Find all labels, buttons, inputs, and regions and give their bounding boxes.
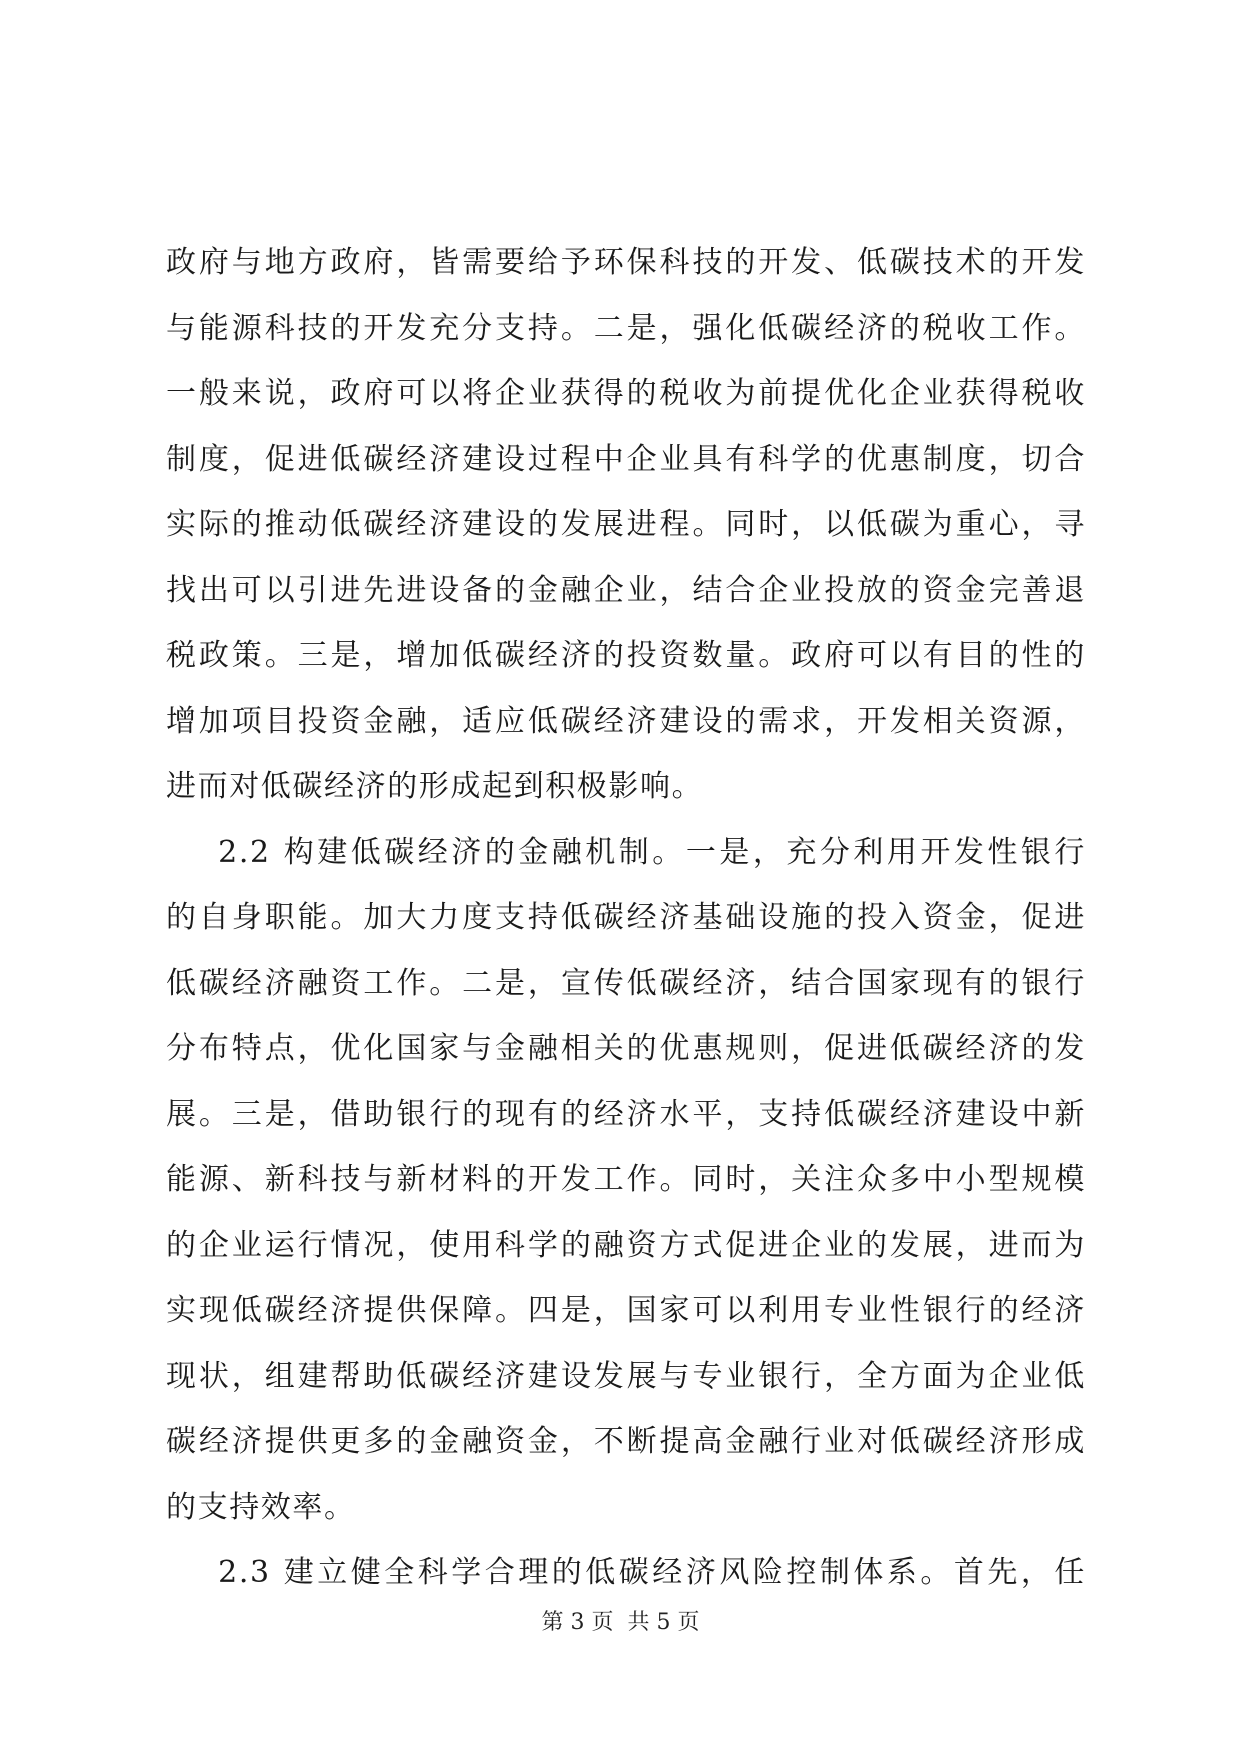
text-line: 税政策。三是，增加低碳经济的投资数量。政府可以有目的性的 bbox=[166, 638, 1086, 673]
text-line: 进而对低碳经济的形成起到积极影响。 bbox=[166, 769, 704, 804]
text-line: 制度，促进低碳经济建设过程中企业具有科学的优惠制度，切合 bbox=[166, 441, 1086, 477]
text-line: 政府与地方政府，皆需要给予环保科技的开发、低碳技术的开发 bbox=[166, 245, 1086, 280]
text-line: 2.3 建立健全科学合理的低碳经济风险控制体系。首先，任 bbox=[166, 1555, 1086, 1590]
text-line: 碳经济提供更多的金融资金，不断提高金融行业对低碳经济形成 bbox=[166, 1424, 1086, 1459]
text-line: 的支持效率。 bbox=[166, 1489, 356, 1525]
text-line: 增加项目投资金融，适应低碳经济建设的需求，开发相关资源， bbox=[166, 703, 1086, 739]
text-line: 低碳经济融资工作。二是，宣传低碳经济，结合国家现有的银行 bbox=[166, 965, 1086, 1001]
body-text bbox=[166, 230, 1086, 1606]
text-line: 分布特点，优化国家与金融相关的优惠规则，促进低碳经济的发 bbox=[166, 1031, 1086, 1066]
text-line: 的企业运行情况，使用科学的融资方式促进企业的发展，进而为 bbox=[166, 1227, 1086, 1263]
text-line: 一般来说，政府可以将企业获得的税收为前提优化企业获得税收 bbox=[166, 376, 1086, 411]
text-line: 展。三是，借助银行的现有的经济水平，支持低碳经济建设中新 bbox=[166, 1096, 1086, 1132]
text-line: 实际的推动低碳经济建设的发展进程。同时，以低碳为重心，寻 bbox=[166, 507, 1086, 542]
text-line: 找出可以引进先进设备的金融企业，结合企业投放的资金完善退 bbox=[166, 572, 1086, 608]
text-line: 2.2 构建低碳经济的金融机制。一是，充分利用开发性银行 bbox=[166, 834, 1086, 870]
text-line: 实现低碳经济提供保障。四是，国家可以利用专业性银行的经济 bbox=[166, 1293, 1086, 1328]
text-line: 的自身职能。加大力度支持低碳经济基础设施的投入资金，促进 bbox=[166, 900, 1086, 935]
text-line: 能源、新科技与新材料的开发工作。同时，关注众多中小型规模 bbox=[166, 1162, 1086, 1197]
text-line: 与能源科技的开发充分支持。二是，强化低碳经济的税收工作。 bbox=[166, 310, 1086, 346]
page-footer: 第 3 页 共 5 页 bbox=[541, 1610, 700, 1635]
text-line: 现状，组建帮助低碳经济建设发展与专业银行，全方面为企业低 bbox=[166, 1358, 1086, 1394]
